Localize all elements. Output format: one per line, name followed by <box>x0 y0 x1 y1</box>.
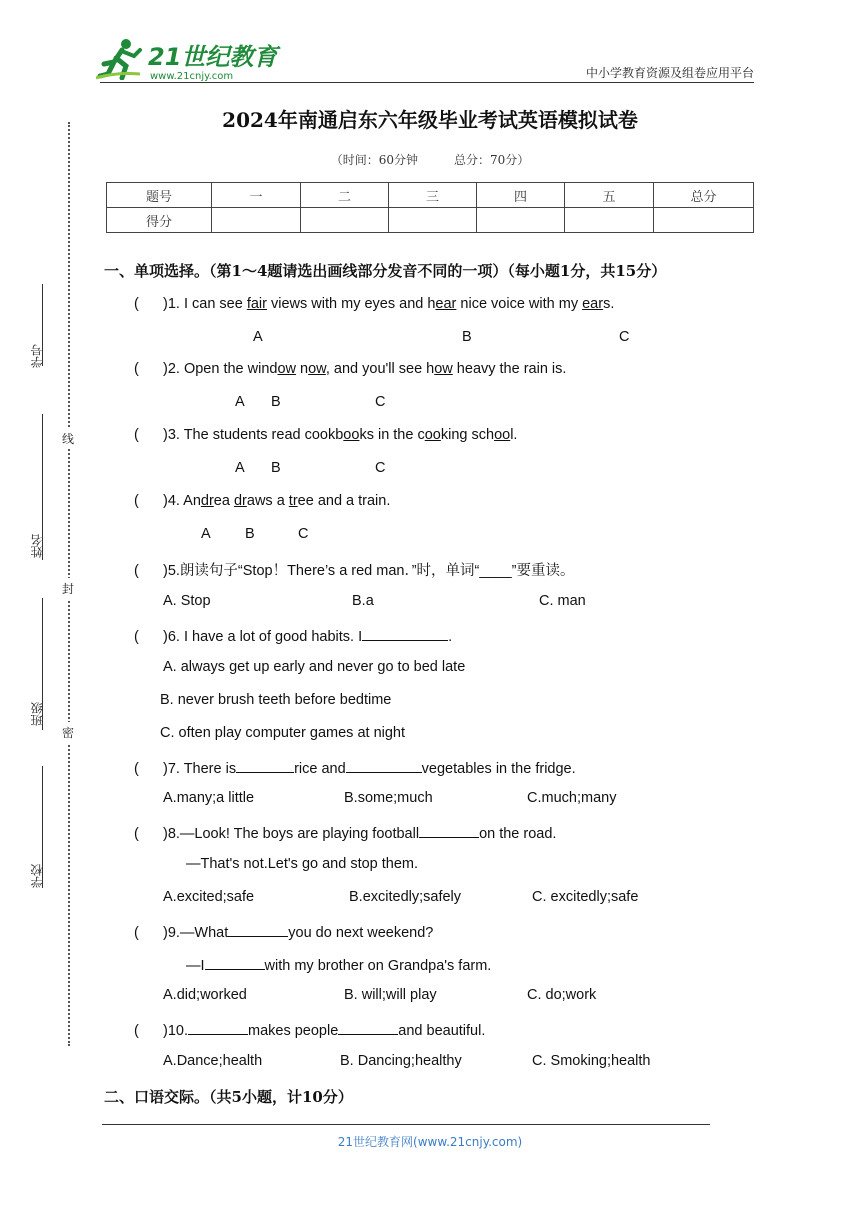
q4-underline-b: dr <box>233 493 247 509</box>
score-cell: 二 <box>301 183 389 208</box>
score-cell: 三 <box>389 183 477 208</box>
question-1 <box>134 296 614 312</box>
q8-option-a: A.excited;safe <box>163 889 255 905</box>
q9-text: ( )9.—What <box>134 925 229 941</box>
q4-underline-a: dr <box>200 493 214 509</box>
q2-text: ( )2. Open the wind <box>134 361 278 377</box>
question-7 <box>134 758 576 777</box>
q9-text: you do next weekend? <box>288 925 434 941</box>
score-cell: 得分 <box>107 208 212 233</box>
q3-text: ks in the c <box>359 427 425 443</box>
q9-option-a: A.did;worked <box>163 987 247 1003</box>
q4-text: ea <box>213 493 234 509</box>
q4-text: aws a <box>246 493 289 509</box>
section1-heading: 一、单项选择。（第1～4题请选出画线部分发音不同的一项）（每小题1分，共15分） <box>104 262 667 280</box>
q9-option-b: B. will;will play <box>344 987 437 1003</box>
q8-text: on the road. <box>479 826 557 842</box>
exam-info <box>0 151 860 168</box>
q5-number: ( )5. <box>134 563 180 579</box>
q8-option-c: C. excitedly;safe <box>532 889 639 905</box>
score-cell: 一 <box>212 183 301 208</box>
q2-letter-a: A <box>235 394 245 410</box>
q5-option-b: B.a <box>352 593 374 609</box>
score-table <box>106 182 754 233</box>
q6-text: . <box>448 629 453 645</box>
q2-text: n <box>296 361 309 377</box>
q10-option-b: B. Dancing;healthy <box>340 1053 462 1069</box>
question-2 <box>134 361 566 377</box>
question-9 <box>134 922 433 941</box>
q2-underline-c: ow <box>434 361 453 377</box>
score-cell: 四 <box>477 183 565 208</box>
q1-underline-c: ear <box>582 296 604 312</box>
q3-text: king sch <box>440 427 495 443</box>
score-cell: 题号 <box>107 183 212 208</box>
exam-time: （时间：60分钟 <box>330 153 418 167</box>
q10-text: makes people <box>248 1023 339 1039</box>
q7-blank-1[interactable] <box>236 758 294 773</box>
footer-link[interactable]: 21世纪教育网(www.21cnjy.com) <box>337 1135 523 1149</box>
q10-blank-1[interactable] <box>188 1020 248 1035</box>
q5-option-a: A. Stop <box>163 593 211 609</box>
q7-option-c: C.much;many <box>527 790 617 806</box>
q9-text: —I <box>186 958 205 974</box>
question-3 <box>134 427 517 443</box>
question-8 <box>134 823 556 842</box>
question-4 <box>134 493 390 509</box>
score-input-cell[interactable] <box>477 208 565 233</box>
question-5 <box>134 559 574 580</box>
q4-underline-c: tr <box>288 493 298 509</box>
score-input-cell[interactable] <box>389 208 477 233</box>
q9-blank-2[interactable] <box>205 955 265 970</box>
q7-text: vegetables in the fridge. <box>421 761 576 777</box>
q3-underline-b: oo <box>424 427 441 443</box>
header-platform-text: 中小学教育资源及组卷应用平台 <box>585 66 754 80</box>
seal-char-line: 线 <box>62 428 74 449</box>
q10-text: ( )10. <box>134 1023 188 1039</box>
class-label: 班级 <box>30 702 44 726</box>
question-10 <box>134 1020 485 1039</box>
q2-text: , and you'll see h <box>325 361 435 377</box>
q6-answer-blank[interactable] <box>362 626 448 641</box>
school-label: 学校 <box>30 864 44 888</box>
score-cell: 五 <box>565 183 654 208</box>
q5-text: 朗读句子“Stop！There’s a red man．”时，单词“____”要重读。 <box>179 563 575 579</box>
q7-option-a: A.many;a little <box>163 790 255 806</box>
q1-letter-b: B <box>462 329 472 345</box>
q5-option-c: C. man <box>539 593 586 609</box>
q2-underline-b: ow <box>308 361 326 377</box>
q3-text: ( )3. The students read cookb <box>134 427 344 443</box>
score-cell: 总分 <box>654 183 754 208</box>
q2-underline-a: ow <box>277 361 297 377</box>
logo-runner-icon <box>96 38 142 80</box>
q9-text: with my brother on Grandpa's farm. <box>264 958 492 974</box>
score-table-header-row <box>107 183 754 208</box>
q6-option-b: B. never brush teeth before bedtime <box>160 692 392 708</box>
q1-text: ( )1. I can see <box>134 296 247 312</box>
q3-letter-c: C <box>375 460 386 476</box>
q7-blank-2[interactable] <box>346 758 422 773</box>
q9-dialog-line <box>186 955 491 974</box>
logo-text: 21世纪教育 <box>148 43 278 71</box>
q3-underline-c: oo <box>494 427 511 443</box>
header-divider <box>100 82 754 83</box>
q9-option-c: C. do;work <box>527 987 597 1003</box>
q1-underline-b: ear <box>435 296 457 312</box>
q4-letter-b: B <box>245 526 255 542</box>
q1-text: nice voice with my <box>456 296 583 312</box>
footer-divider <box>102 1124 710 1125</box>
q3-underline-a: oo <box>343 427 360 443</box>
section2-heading: 二、口语交际。（共5小题，计10分） <box>104 1088 353 1106</box>
q7-text: rice and <box>294 761 346 777</box>
q3-text: l. <box>510 427 518 443</box>
q4-text: ee and a train. <box>297 493 391 509</box>
score-input-cell[interactable] <box>212 208 301 233</box>
logo-url: www.21cnjy.com <box>150 71 234 82</box>
q4-letter-c: C <box>298 526 309 542</box>
q6-text: ( )6. I have a lot of good habits. I <box>134 629 363 645</box>
q1-underline-a: fair <box>246 296 267 312</box>
q4-text: ( )4. An <box>134 493 201 509</box>
q4-letter-a: A <box>201 526 211 542</box>
q3-letter-a: A <box>235 460 245 476</box>
q10-blank-2[interactable] <box>338 1020 398 1035</box>
q8-option-b: B.excitedly;safely <box>349 889 462 905</box>
question-6 <box>134 626 452 645</box>
q9-blank-1[interactable] <box>228 922 288 937</box>
q3-letter-b: B <box>271 460 281 476</box>
q10-option-c: C. Smoking;health <box>532 1053 651 1069</box>
q10-option-a: A.Dance;health <box>163 1053 263 1069</box>
q6-option-c: C. often play computer games at night <box>160 725 406 741</box>
q8-dialog-line: —That's not.Let's go and stop them. <box>186 856 419 872</box>
q2-letter-c: C <box>375 394 386 410</box>
seal-char-seal: 封 <box>62 578 74 599</box>
q1-text: views with my eyes and h <box>266 296 436 312</box>
q8-text: ( )8.—Look! The boys are playing football <box>134 826 420 842</box>
score-input-cell[interactable] <box>654 208 754 233</box>
student-id-label: 学号 <box>30 344 44 368</box>
q1-letter-a: A <box>253 329 263 345</box>
score-input-cell[interactable] <box>565 208 654 233</box>
score-table-score-row <box>107 208 754 233</box>
q10-text: and beautiful. <box>398 1023 486 1039</box>
q7-option-b: B.some;much <box>344 790 433 806</box>
q2-letter-b: B <box>271 394 281 410</box>
page-title: 2024年南通启东六年级毕业考试英语模拟试卷 <box>222 108 638 132</box>
q1-letter-c: C <box>619 329 630 345</box>
exam-total: 总分：70分） <box>454 153 530 167</box>
seal-char-secret: 密 <box>62 722 74 743</box>
score-input-cell[interactable] <box>301 208 389 233</box>
q1-text: s. <box>603 296 615 312</box>
q2-text: heavy the rain is. <box>452 361 567 377</box>
q7-text: ( )7. There is <box>134 761 237 777</box>
q8-blank[interactable] <box>419 823 479 838</box>
q6-option-a: A. always get up early and never go to bed late <box>163 659 466 675</box>
name-label: 姓名 <box>30 534 44 558</box>
